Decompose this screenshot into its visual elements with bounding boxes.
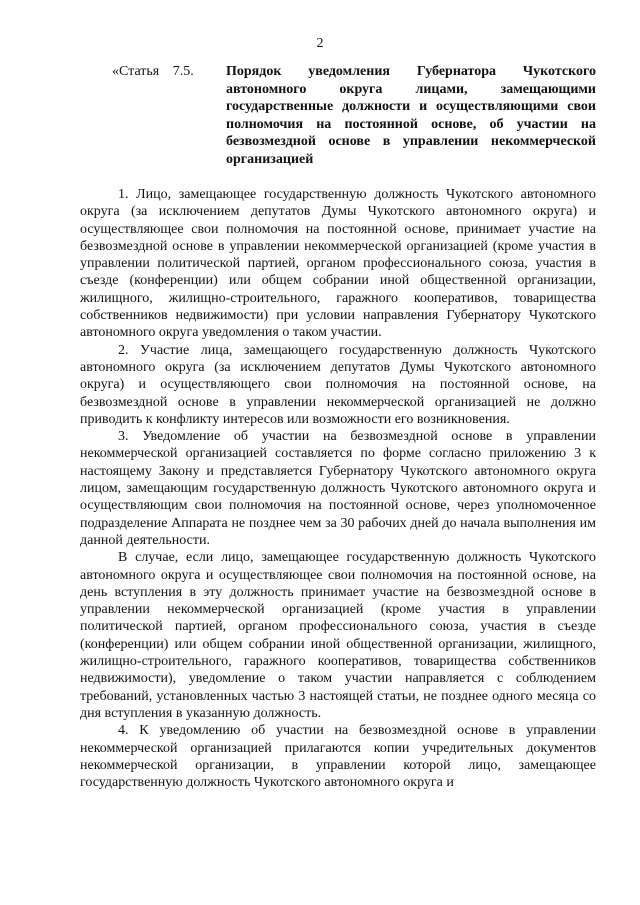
paragraph-1: 1. Лицо, замещающее государственную должность Чукотского автономного округа (за исключением депутатов Думы Чукотского автономного округа) и осуществляющее свои полномочия на постоянной основе, принимает участие на безвозмездной основе в управлении некоммерческой организацией (кроме участия в управлении политической партией, органом профессионального союза, участия в съезде (конференции) или общем собрании иной общественной организации, жилищного, жилищно-строительного, гаражного кооперативов, товарищества собственников недвижимости) при условии направления Губернатору Чукотского автономного округа уведомления о таком участии. — [80, 187, 596, 341]
paragraph-2: 2. Участие лица, замещающего государственную должность Чукотского автономного округа (за исключением депутатов Думы Чукотского автономного округа) и осуществляющего свои полномочия на постоянной основе, на безвозмездной основе в управлении некоммерческой организацией не должно приводить к конфликту интересов или возможности его возникновения. — [80, 342, 596, 427]
page-number: 2 — [316, 36, 324, 51]
paragraph-3: 3. Уведомление об участии на безвозмездной основе в управлении некоммерческой организацией составляется по форме согласно приложению 3 к настоящему Закону и представляется Губернатору Чукотского автономного округа лицом, замещающим государственную должность Чукотского автономного округа и осуществляющим свои полномочия на постоянной основе, через уполномоченное подразделение Аппарата не позднее чем за 30 рабочих дней до начала выполнения им данной деятельности. — [80, 429, 596, 548]
article-label: «Статья 7.5. — [112, 64, 194, 79]
article-body — [80, 186, 596, 791]
paragraph-4: 4. К уведомлению об участии на безвозмездной основе в управлении некоммерческой организацией прилагаются копии учредительных документов некоммерческой организации, в управлении которой лицо, замещающее государственную должность Чукотского автономного округа и — [80, 723, 596, 791]
article-title: Порядок уведомления Губернатора Чукотского автономного округа лицами, замещающими государственные должности и осуществляющими свои полномочия на постоянной основе, об участии на безвозмездной основе в управлении некоммерческой организацией — [226, 64, 596, 167]
article-heading — [112, 63, 596, 168]
paragraph-3-continuation: В случае, если лицо, замещающее государственную должность Чукотского автономного округа и осуществляющее свои полномочия на постоянной основе, на день вступления в эту должность принимает участие на безвозмездной основе в управлении некоммерческой организацией (кроме участия в управлении политической партией, органом профессионального союза, участия в съезде (конференции) или общем собрании иной общественной организации, жилищного, жилищно-строительного, гаражного кооперативов, товарищества собственников недвижимости), уведомление о таком участии направляется с соблюдением требований, установленных частью 3 настоящей статьи, не позднее одного месяца со дня вступления в указанную должность. — [80, 550, 596, 721]
